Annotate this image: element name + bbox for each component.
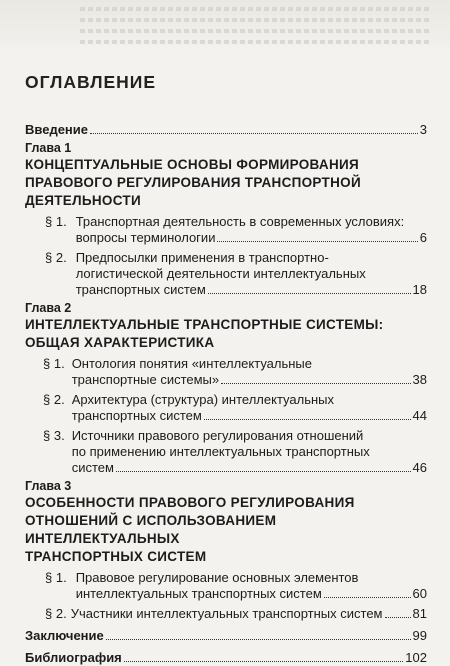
toc-section-2-1 xyxy=(25,356,427,388)
section-title-line: транспортные системы» xyxy=(71,372,220,387)
dot-leader xyxy=(124,661,404,662)
toc-page-number: 6 xyxy=(419,230,427,245)
dot-leader xyxy=(324,597,411,598)
toc-entry-label: Библиография xyxy=(25,650,122,665)
dot-leader xyxy=(116,471,411,472)
toc-page-number: 81 xyxy=(412,606,427,621)
toc-page-number: 3 xyxy=(419,122,427,137)
section-number: § 2. xyxy=(45,606,67,621)
chapter-2-title-line: ИНТЕЛЛЕКТУАЛЬНЫЕ ТРАНСПОРТНЫЕ СИСТЕМЫ: xyxy=(25,317,384,332)
section-title-line: транспортных систем xyxy=(71,408,202,423)
section-number: § 2. xyxy=(43,392,65,407)
toc-section-1-1 xyxy=(25,214,427,246)
chapter-2-title-line: ОБЩАЯ ХАРАКТЕРИСТИКА xyxy=(25,335,215,350)
dot-leader xyxy=(217,241,417,242)
toc-section-2-3 xyxy=(25,428,427,476)
section-title-line: Предпосылки применения в транспортно- xyxy=(75,250,329,265)
toc-page-number: 46 xyxy=(412,460,427,475)
chapter-3-label: Глава 3 xyxy=(25,479,72,493)
table-of-contents xyxy=(25,122,427,666)
dot-leader xyxy=(90,133,418,134)
section-title-line: Архитектура (структура) интеллектуальных xyxy=(71,392,335,407)
section-title-line: Правовое регулирование основных элементов xyxy=(75,570,359,585)
section-title-line: вопросы терминологии xyxy=(75,230,216,245)
toc-entry-label: Введение xyxy=(25,122,88,137)
dot-leader xyxy=(208,293,411,294)
toc-section-1-2 xyxy=(25,250,427,298)
section-title-line: транспортных систем xyxy=(75,282,206,297)
toc-page-number: 44 xyxy=(412,408,427,423)
section-number: § 2. xyxy=(45,250,67,265)
toc-page-number: 38 xyxy=(412,372,427,387)
toc-page-number: 60 xyxy=(412,586,427,601)
chapter-3-title-line: ОТНОШЕНИЙ С ИСПОЛЬЗОВАНИЕМ ИНТЕЛЛЕКТУАЛЬНЫХ xyxy=(25,513,277,546)
section-title-line: систем xyxy=(71,460,114,475)
toc-section-2-2 xyxy=(25,392,427,424)
page-title: ОГЛАВЛЕНИЕ xyxy=(25,72,157,92)
section-title-line: Участники интеллектуальных транспортных систем xyxy=(70,606,383,621)
section-title-line: Источники правового регулирования отношений xyxy=(71,428,364,443)
chapter-3-title-line: ТРАНСПОРТНЫХ СИСТЕМ xyxy=(25,549,207,564)
toc-page-number: 99 xyxy=(412,628,427,643)
toc-entry-bibliography xyxy=(25,650,427,666)
chapter-2-label: Глава 2 xyxy=(25,301,72,315)
bleed-through-text xyxy=(0,0,450,46)
dot-leader xyxy=(385,617,411,618)
toc-entry-conclusion xyxy=(25,628,427,644)
section-title-line: по применению интеллектуальных транспортных xyxy=(71,444,370,459)
section-title-line: интеллектуальных транспортных систем xyxy=(75,586,322,601)
chapter-1-title-line: ПРАВОВОГО РЕГУЛИРОВАНИЯ ТРАНСПОРТНОЙ xyxy=(25,175,361,190)
dot-leader xyxy=(204,419,411,420)
section-title-line: Транспортная деятельность в современных условиях: xyxy=(75,214,405,229)
dot-leader xyxy=(221,383,410,384)
section-title-line: логистической деятельности интеллектуальных xyxy=(75,266,366,281)
section-number: § 1. xyxy=(45,214,67,229)
section-number: § 1. xyxy=(45,570,67,585)
chapter-3-title-line: ОСОБЕННОСТИ ПРАВОВОГО РЕГУЛИРОВАНИЯ xyxy=(25,495,355,510)
chapter-1-title-line: ДЕЯТЕЛЬНОСТИ xyxy=(25,193,141,208)
toc-page-number: 102 xyxy=(405,650,427,665)
chapter-1-title-line: КОНЦЕПТУАЛЬНЫЕ ОСНОВЫ ФОРМИРОВАНИЯ xyxy=(25,157,360,172)
chapter-1-label: Глава 1 xyxy=(25,141,72,155)
toc-entry-intro xyxy=(25,122,427,138)
section-number: § 3. xyxy=(43,428,65,443)
toc-page-number: 18 xyxy=(412,282,427,297)
toc-entry-label: Заключение xyxy=(25,628,104,643)
section-number: § 1. xyxy=(43,356,65,371)
section-title-line: Онтология понятия «интеллектуальные xyxy=(71,356,313,371)
toc-section-3-2 xyxy=(25,606,427,622)
dot-leader xyxy=(106,639,411,640)
toc-section-3-1 xyxy=(25,570,427,602)
